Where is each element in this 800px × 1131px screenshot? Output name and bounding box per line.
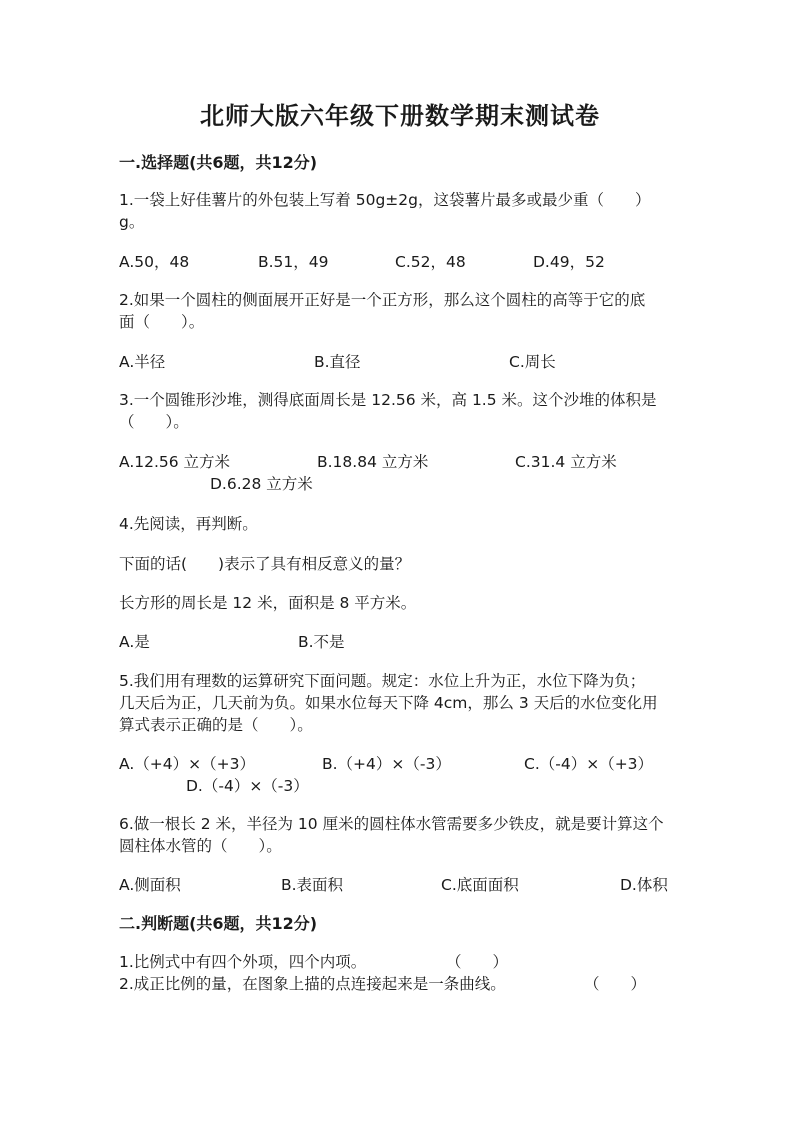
question-1-line-2: g。 [119,213,145,231]
question-2-option-c: C.周长 [509,353,556,371]
question-3-option-b: B.18.84 立方米 [317,453,429,471]
question-4-line-1: 4.先阅读，再判断。 [119,515,258,533]
question-1-line-1: 1.一袋上好佳薯片的外包装上写着 50g±2g，这袋薯片最多或最少重（ ） [119,191,651,209]
question-5-option-a: A.（+4）×（+3） [119,755,255,773]
question-3-option-a: A.12.56 立方米 [119,453,231,471]
question-2-option-a: A.半径 [119,353,166,371]
question-5-line-2: 几天后为正，几天前为负。如果水位每天下降 4cm，那么 3 天后的水位变化用 [119,694,658,712]
section-heading-judgement: 二.判断题(共6题，共12分) [119,914,318,933]
question-6-option-b: B.表面积 [281,876,344,894]
question-5-option-d: D.（-4）×（-3） [186,777,309,795]
question-3-option-c: C.31.4 立方米 [515,453,617,471]
question-1-option-c: C.52，48 [395,253,466,271]
question-3-option-d: D.6.28 立方米 [210,475,313,493]
question-4-option-a: A.是 [119,633,150,651]
question-1-option-a: A.50，48 [119,253,190,271]
question-1-option-b: B.51，49 [258,253,329,271]
judgement-2-text: 2.成正比例的量，在图象上描的点连接起来是一条曲线。 [119,975,506,993]
question-5-line-1: 5.我们用有理数的运算研究下面问题。规定：水位上升为正，水位下降为负； [119,672,646,690]
question-5-option-b: B.（+4）×（-3） [322,755,451,773]
question-2-line-2: 面（ ）。 [119,313,205,331]
question-2-line-1: 2.如果一个圆柱的侧面展开正好是一个正方形，那么这个圆柱的高等于它的底 [119,291,646,309]
question-3-line-1: 3.一个圆锥形沙堆，测得底面周长是 12.56 米，高 1.5 米。这个沙堆的体积是 [119,391,657,409]
question-6-line-2: 圆柱体水管的（ ）。 [119,837,282,855]
question-5-line-3: 算式表示正确的是（ ）。 [119,716,313,734]
question-4-line-2: 下面的话( )表示了具有相反意义的量？ [119,555,411,573]
question-6-option-a: A.侧面积 [119,876,181,894]
judgement-2-bracket: （ ） [584,975,647,993]
judgement-1-text: 1.比例式中有四个外项，四个内项。 [119,953,367,971]
exam-title: 北师大版六年级下册数学期末测试卷 [200,102,600,130]
question-1-option-d: D.49，52 [533,253,605,271]
question-4-line-3: 长方形的周长是 12 米，面积是 8 平方米。 [119,594,417,612]
question-2-option-b: B.直径 [314,353,361,371]
question-6-option-c: C.底面面积 [441,876,519,894]
question-4-option-b: B.不是 [298,633,345,651]
question-3-line-2: （ ）。 [119,413,189,431]
judgement-1-bracket: （ ） [446,953,509,971]
question-6-option-d: D.体积 [620,876,668,894]
question-5-option-c: C.（-4）×（+3） [524,755,654,773]
question-6-line-1: 6.做一根长 2 米，半径为 10 厘米的圆柱体水管需要多少铁皮，就是要计算这个 [119,815,664,833]
section-heading-choice: 一.选择题(共6题，共12分) [119,153,318,172]
